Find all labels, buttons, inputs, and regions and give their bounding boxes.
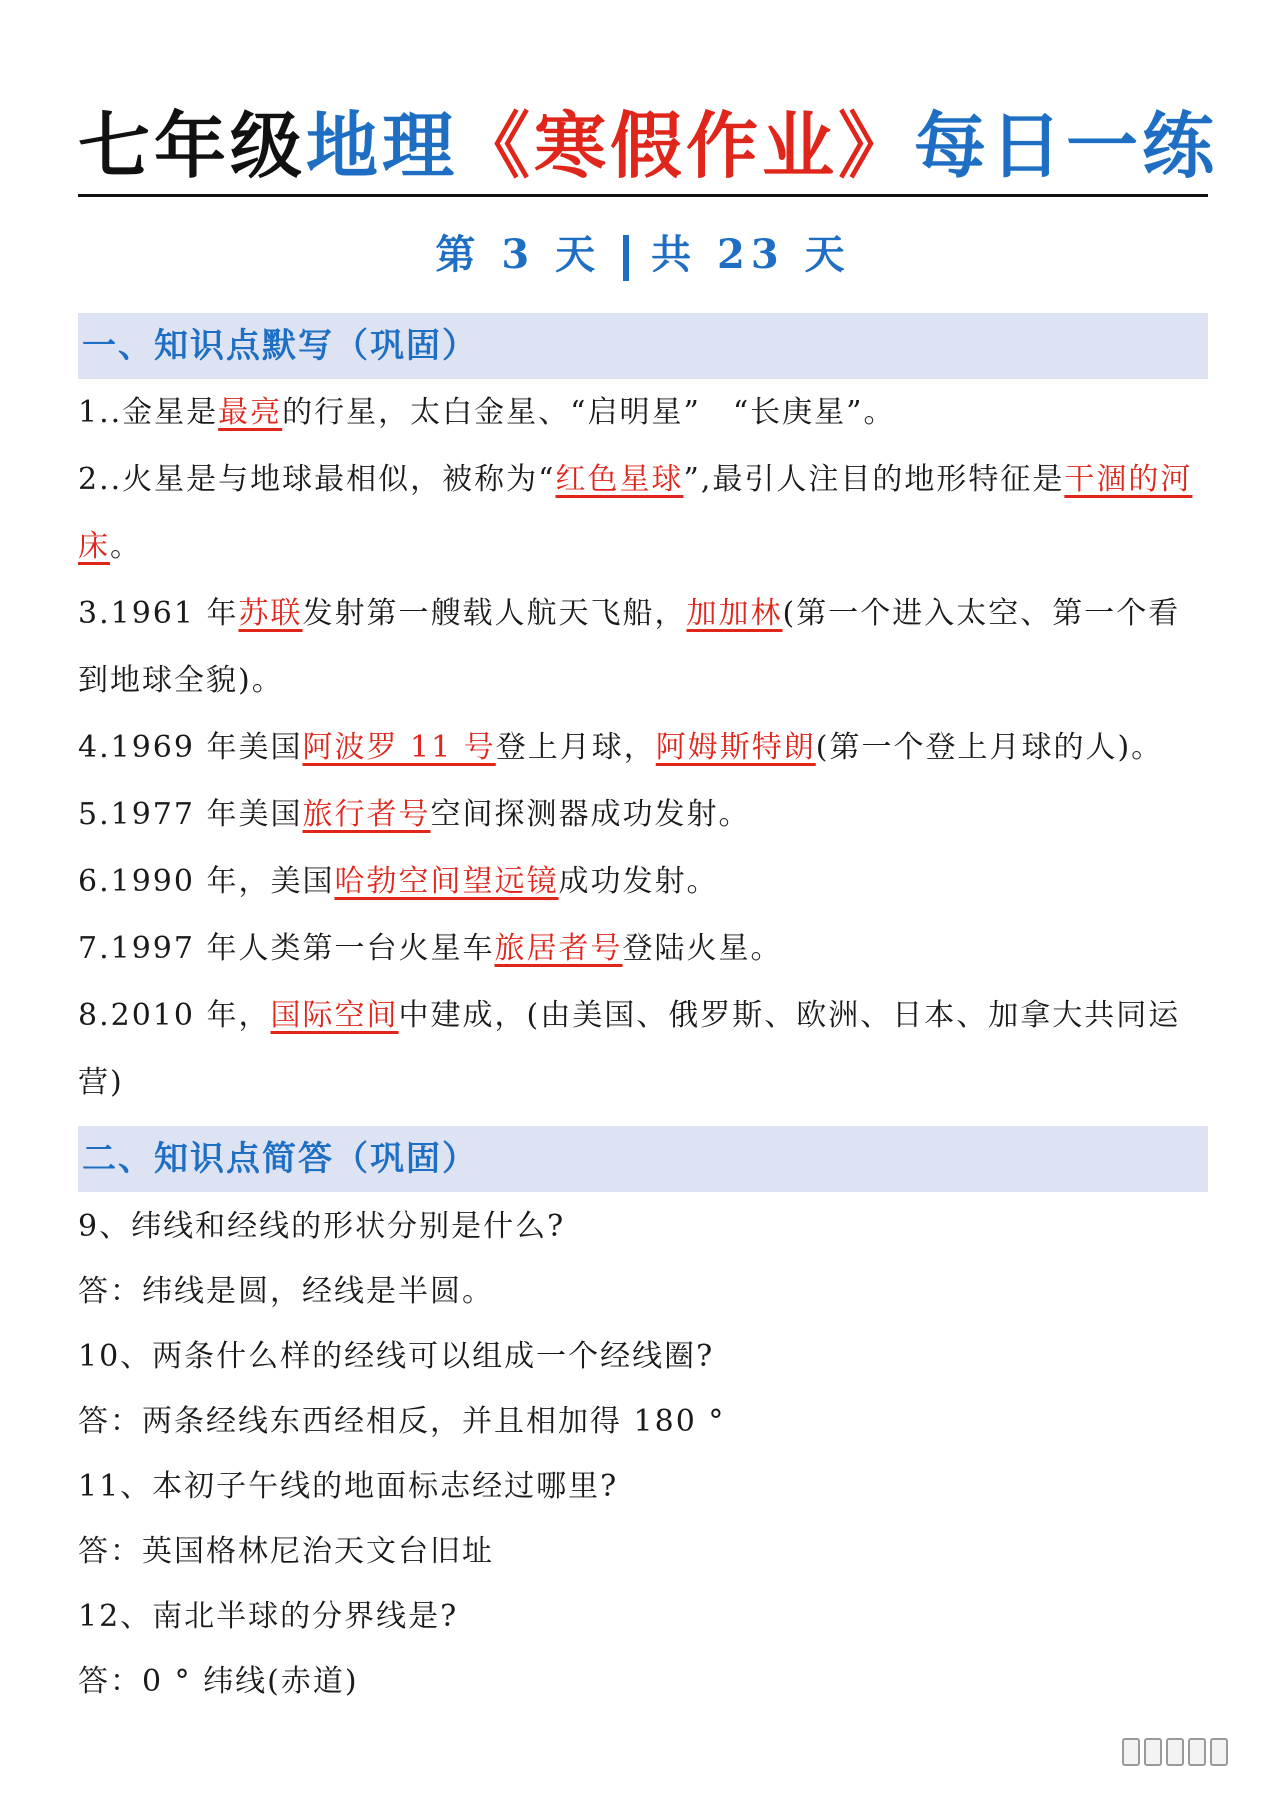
list-item: 8.2010 年，国际空间中建成，(由美国、俄罗斯、欧洲、日本、加拿大共同运营) [78, 998, 1181, 1100]
list-item: 1..金星是最亮的行星，太白金星、“启明星” “长庚星”。 [78, 395, 896, 430]
answer-blank: 阿波罗 11 号 [302, 730, 496, 765]
question-9: 9、纬线和经线的形状分别是什么? [78, 1209, 566, 1244]
day-current: 第 3 天 [435, 231, 602, 278]
question-12: 12、南北半球的分界线是? [78, 1599, 459, 1634]
section-2-heading: 二、知识点简答（巩固） [78, 1126, 1208, 1192]
answer-blank: 加加林 [686, 596, 783, 631]
title-grade: 七年级 [78, 104, 307, 188]
answer-blank: 旅行者号 [302, 797, 431, 832]
list-item: 3.1961 年苏联发射第一艘载人航天飞船，加加林(第一个进入太空、第一个看到地球全貌)。 [78, 596, 1181, 698]
watermark-logo [1122, 1738, 1262, 1764]
question-11: 11、本初子午线的地面标志经过哪里? [78, 1469, 619, 1504]
list-item: 2..火星是与地球最相似，被称为“红色星球”,最引人注目的地形特征是干涸的河床。 [78, 462, 1193, 564]
answer-10: 答：两条经线东西经相反，并且相加得 180 ° [78, 1404, 726, 1439]
title-divider [78, 194, 1208, 197]
title-subject: 地理 [306, 104, 459, 188]
answer-blank: 国际空间 [270, 998, 399, 1033]
worksheet-page [78, 0, 1219, 1714]
list-item: 7.1997 年人类第一台火星车旅居者号登陆火星。 [78, 931, 783, 966]
list-item: 6.1990 年，美国哈勃空间望远镜成功发射。 [78, 864, 719, 899]
answer-11: 答：英国格林尼治天文台旧址 [78, 1534, 494, 1569]
answer-blank: 干涸的河床 [78, 462, 1193, 564]
answer-9: 答：纬线是圆，经线是半圆。 [78, 1274, 494, 1309]
title-homework: 《寒假作业》 [458, 104, 915, 188]
section-1-heading: 一、知识点默写（巩固） [78, 313, 1208, 379]
list-item: 4.1969 年美国阿波罗 11 号登上月球，阿姆斯特朗(第一个登上月球的人)。 [78, 730, 1164, 765]
page-title [78, 98, 1219, 194]
list-item: 5.1977 年美国旅行者号空间探测器成功发射。 [78, 797, 751, 832]
answer-blank: 哈勃空间望远镜 [334, 864, 559, 899]
day-separator [623, 235, 629, 281]
answer-blank: 苏联 [238, 596, 303, 631]
answer-blank: 阿姆斯特朗 [655, 730, 816, 765]
day-total: 共 23 天 [651, 231, 851, 278]
question-10: 10、两条什么样的经线可以组成一个经线圈? [78, 1339, 715, 1374]
title-daily: 每日一练 [914, 104, 1219, 188]
section-2-list [78, 1194, 1208, 1714]
day-counter [78, 227, 1208, 283]
answer-blank: 红色星球 [555, 462, 684, 497]
answer-blank: 旅居者号 [494, 931, 623, 966]
answer-blank: 最亮 [218, 395, 283, 430]
answer-12: 答：0 ° 纬线(赤道) [78, 1664, 359, 1699]
section-1-list [78, 379, 1208, 1116]
